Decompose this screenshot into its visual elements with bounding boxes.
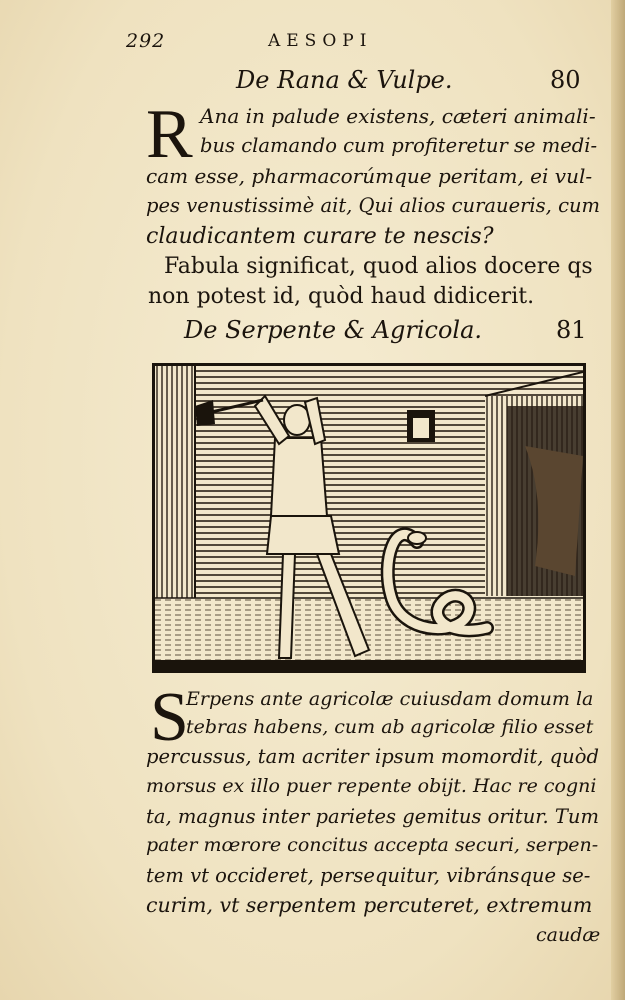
fable-81-number: 81	[556, 316, 587, 344]
fable-80-line-3: cam esse, pharmacorúmque peritam, ei vul-	[146, 164, 593, 188]
fable-81-line-2: tebras habens, cum ab agricolæ filio esset	[186, 716, 594, 738]
fable-81-line-4: morsus ex illo puer repente obijt. Hac re cogni	[146, 775, 597, 797]
woodcut-illustration	[152, 363, 586, 673]
fable-80-line-1: Ana in palude existens, cæteri animali-	[200, 104, 596, 128]
fable-80-line-4: pes venustissimè ait, Qui alios curaueris, cum	[146, 194, 601, 217]
running-title: AESOPI	[268, 31, 373, 51]
fable-81-line-1: Erpens ante agricolæ cuiusdam domum la	[186, 688, 594, 710]
page-number: 292	[126, 30, 166, 52]
fable-80-line-2: bus clamando cum profiteretur se medi-	[200, 134, 598, 157]
fable-81-title: De Serpente & Agricola.	[184, 316, 483, 344]
fable-80-title: De Rana & Vulpe.	[236, 66, 453, 94]
fable-81-line-3: percussus, tam acriter ipsum momordit, quòd	[146, 745, 599, 768]
fable-81-line-8: curim, vt serpentem percuteret, extremum	[146, 893, 593, 917]
fable-80-number: 80	[550, 66, 581, 94]
fable-81-line-5: ta, magnus inter parietes gemitus oritur. Tum	[146, 805, 599, 828]
catchword: caudæ	[536, 924, 601, 946]
fable-80-moral-1: Fabula significat, quod alios docere qs	[164, 254, 593, 279]
fable-81-dropcap: S	[150, 679, 189, 756]
fable-81-line-7: tem vt occideret, persequitur, vibránsque se-	[146, 864, 591, 887]
fable-80-dropcap: R	[146, 96, 193, 173]
woodcut-farmer-serpent	[155, 366, 583, 670]
page-gutter	[611, 0, 625, 1000]
fable-80-moral-2: non potest id, quòd haud didicerit.	[148, 284, 535, 309]
fable-80-line-5: claudicantem curare te nescis?	[146, 224, 494, 249]
fable-81-line-6: pater mœrore concitus accepta securi, serpen-	[146, 834, 599, 856]
